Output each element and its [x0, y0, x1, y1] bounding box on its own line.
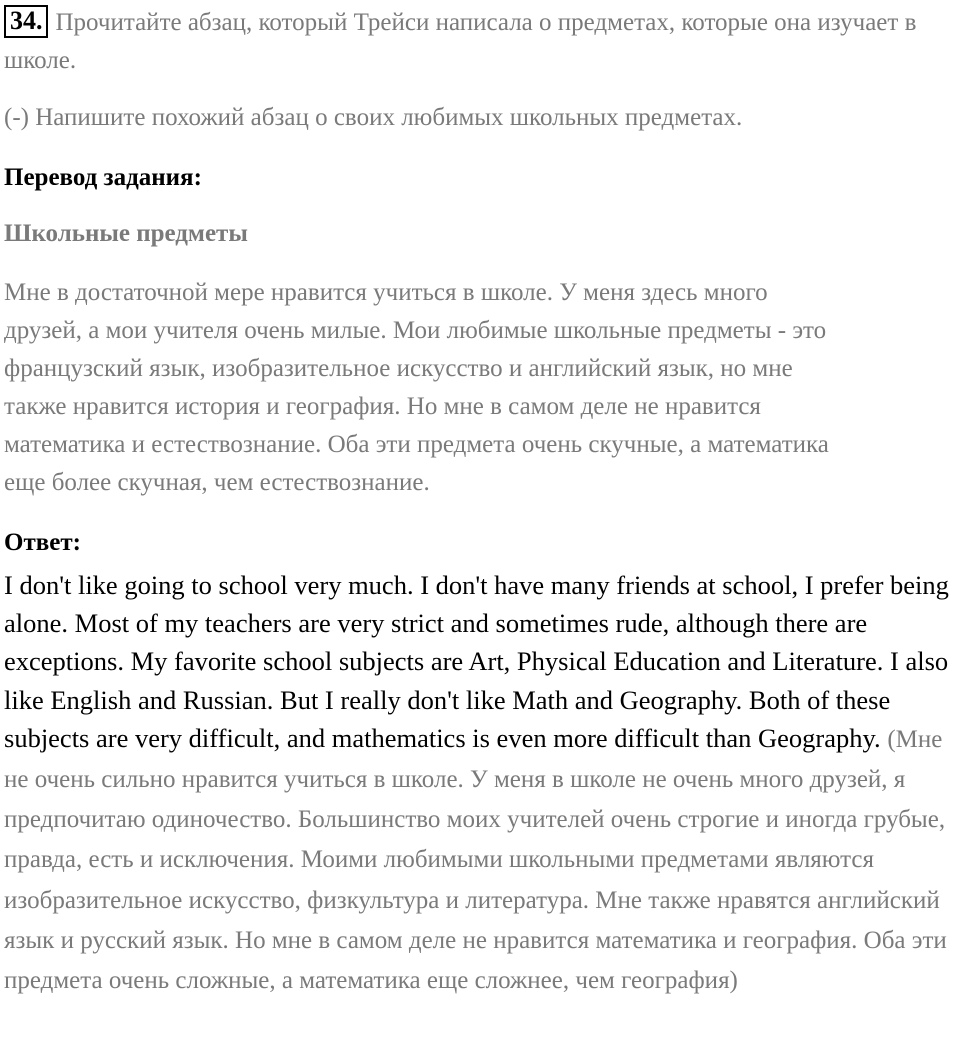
answer-russian: (Мне не очень сильно нравится учиться в школе. У меня в школе не очень много друзей, я предпочитаю одиночество. Большинство моих учителей очень строгие и иногда грубые, правда, есть и исключения. Моими любимыми школьными предметами являются изобразительное искусство, физкультура и литература. Мне также нравятся английский язык и русский язык. Но мне в самом деле не нравится математика и география. Оба эти предмета очень сложные, а математика еще сложнее, чем география) — [4, 725, 947, 995]
answer-heading: Ответ: — [4, 529, 81, 556]
task-number: 34. — [4, 5, 48, 38]
translated-line: друзей, а мои учителя очень милые. Мои любимые школьные предметы - это — [4, 317, 827, 344]
translated-line: еще более скучная, чем естествознание. — [4, 469, 430, 496]
task-instruction — [4, 4, 954, 80]
translated-title: Школьные предметы — [4, 220, 248, 247]
translated-line: Мне в достаточной мере нравится учиться в школе. У меня здесь много — [4, 279, 768, 306]
translated-line: математика и естествознание. Оба эти предмета очень скучные, а математика — [4, 431, 829, 458]
translated-line: французский язык, изобразительное искусство и английский язык, но мне — [4, 355, 793, 382]
translated-line: также нравится история и география. Но мне в самом деле не нравится — [4, 393, 761, 420]
answer-paragraph — [4, 566, 960, 1000]
task-text: Прочитайте абзац, который Трейси написала о предметах, которые она изучает в школе. — [4, 9, 917, 74]
translation-heading: Перевод задания: — [4, 164, 202, 191]
subtask-text: (-) Напишите похожий абзац о своих любимых школьных предметах. — [4, 104, 743, 131]
answer-english: I don't like going to school very much. I don't have many friends at school, I prefer being alone. Most of my teachers are very strict and sometimes rude, although there are exceptions. My favorite school subjects are Art, Physical Education and Literature. I also like English and Russian. But I really don't like Math and Geography. Both of these subjects are very difficult, and mathematics is even more difficult than Geography. — [4, 570, 949, 753]
